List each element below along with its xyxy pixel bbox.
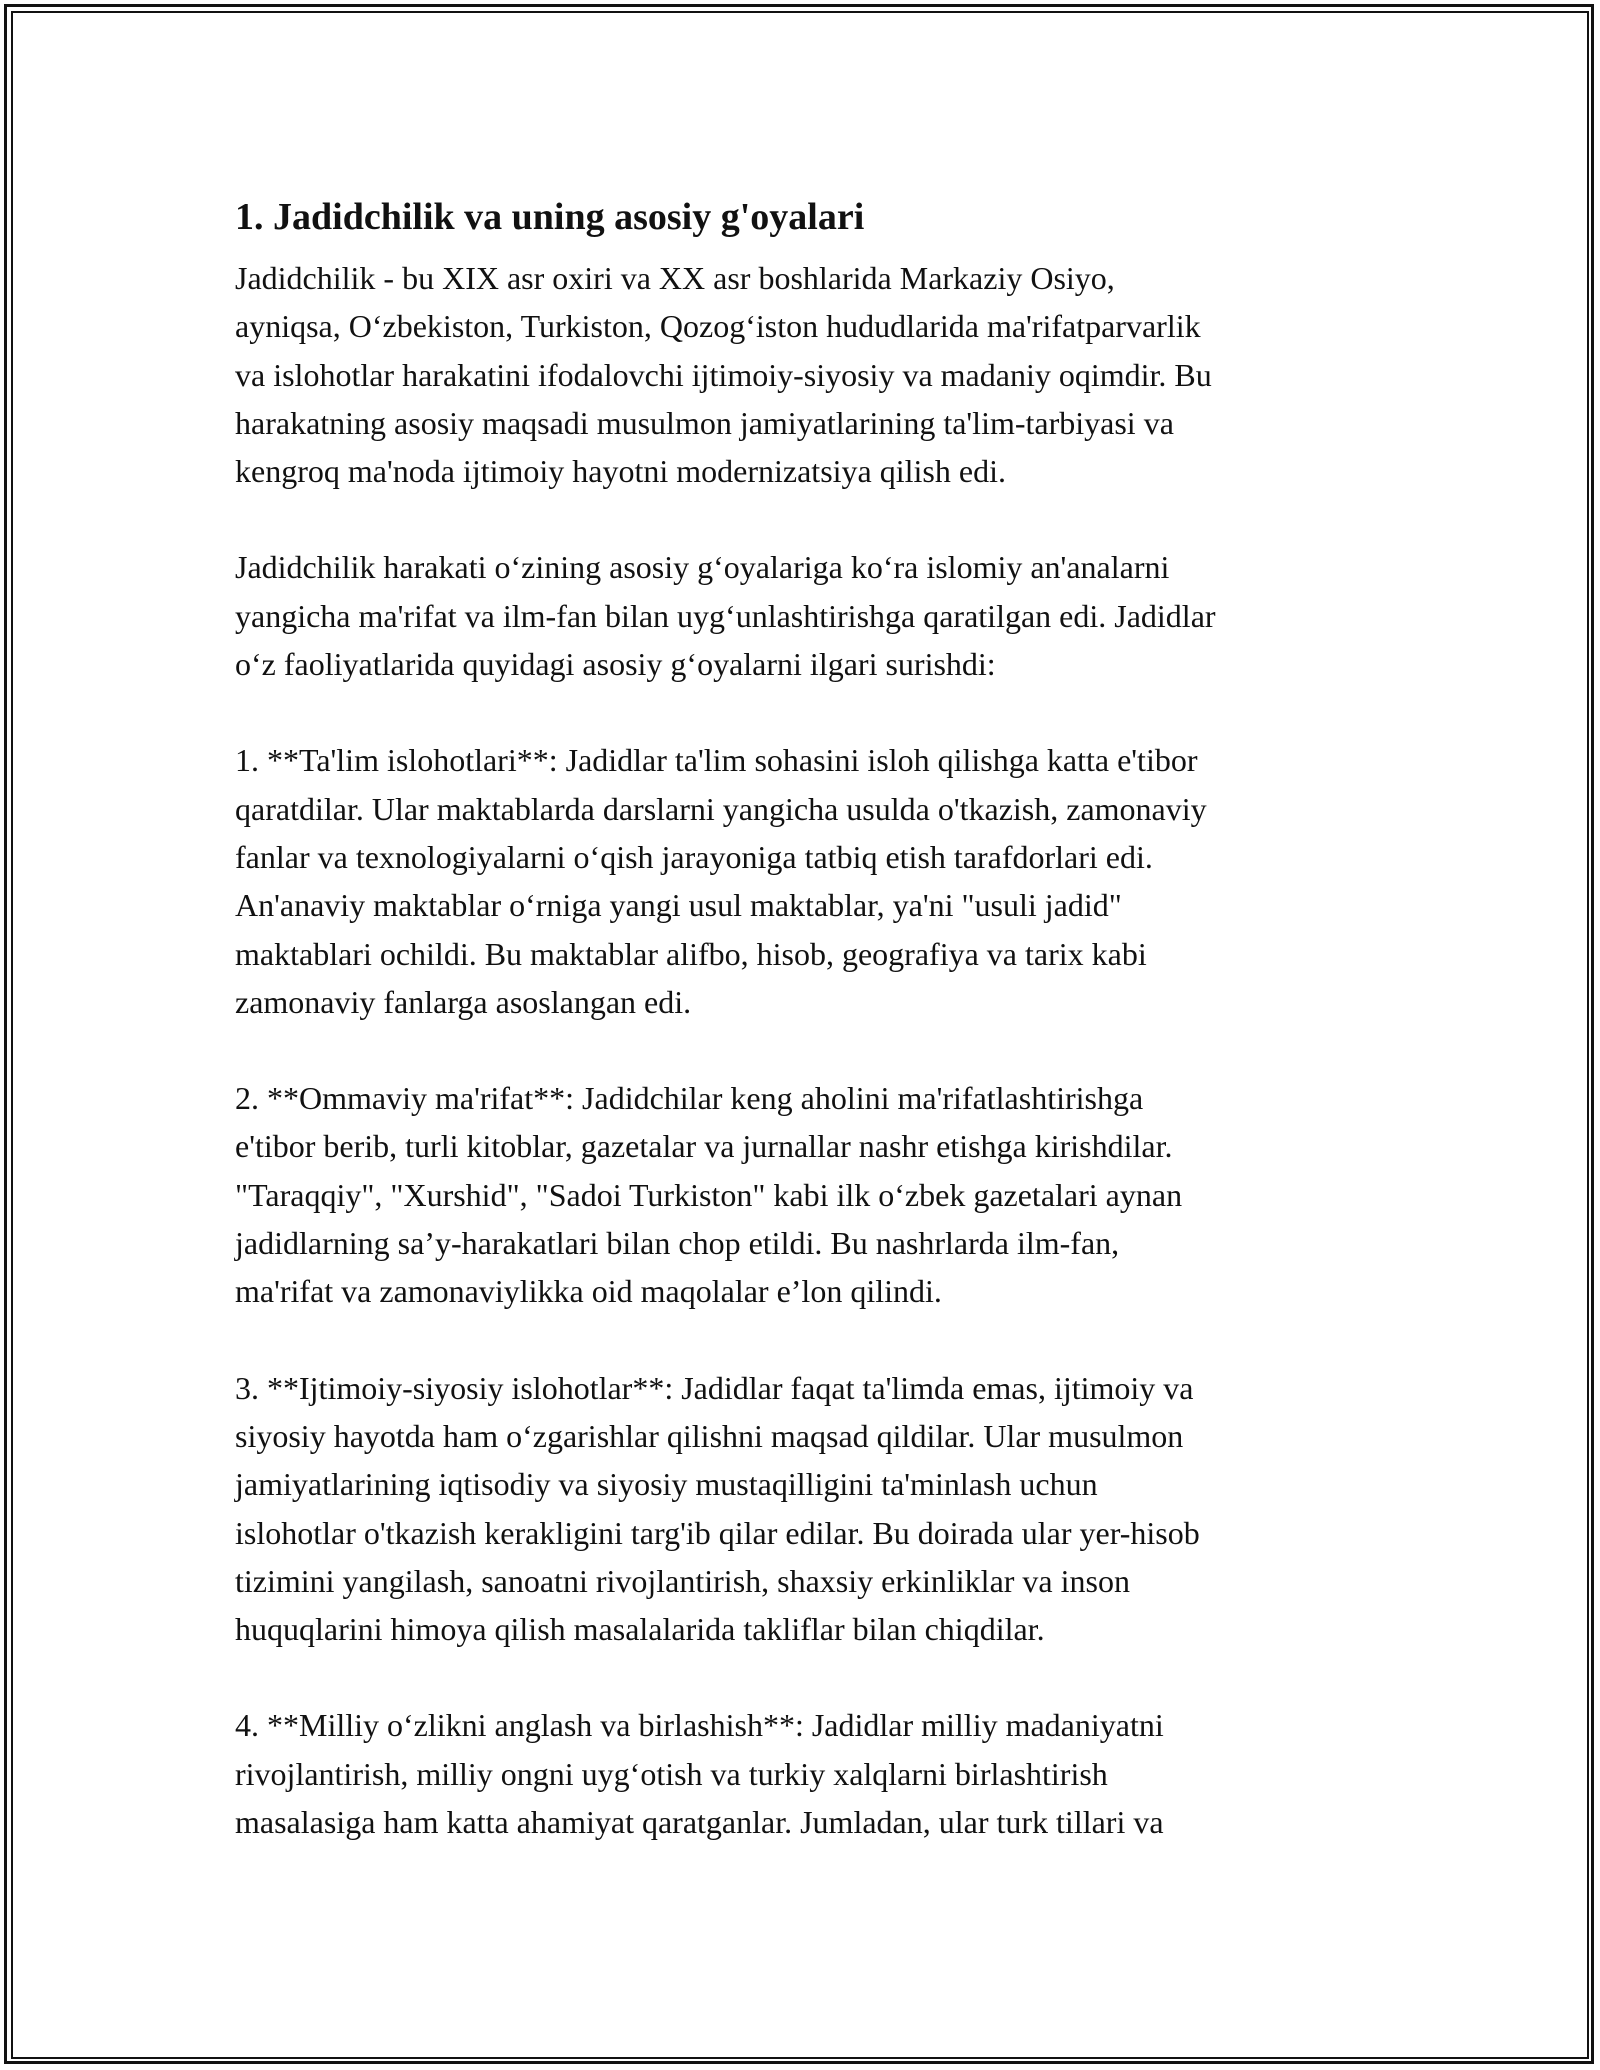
section-heading: 1. Jadidchilik va uning asosiy g'oyalari	[235, 196, 865, 238]
document-body	[235, 182, 1375, 1894]
paragraph-education-reforms: 1. **Ta'lim islohotlari**: Jadidlar ta'lim sohasini isloh qilishga katta e'tibor qaratdilar. Ular maktablarda darslarni yangicha usulda o'tkazish, zamonaviy fanlar va texnologiyalarni oʻqish jarayoniga tatbiq etish tarafdorlari edi. An'anaviy maktablar oʻrniga yangi usul maktablar, ya'ni "usuli jadid" maktablari ochildi. Bu maktablar alifbo, hisob, geografiya va tarix kabi zamonaviy fanlarga asoslangan edi.	[235, 742, 1207, 1020]
paragraph-ideas-overview: Jadidchilik harakati oʻzining asosiy gʻoyalariga koʻra islomiy an'analarni yangicha ma'rifat va ilm-fan bilan uygʻunlashtirishga qaratilgan edi. Jadidlar oʻz faoliyatlarida quyidagi asosiy gʻoyalarni ilgari surishdi:	[235, 549, 1216, 683]
paragraph-socio-political-reforms: 3. **Ijtimoiy-siyosiy islohotlar**: Jadidlar faqat ta'limda emas, ijtimoiy va siyosiy hayotda ham oʻzgarishlar qilishni maqsad qildilar. Ular musulmon jamiyatlarining iqtisodiy va siyosiy mustaqilligini ta'minlash uchun islohotlar o'tkazish kerakligini targ'ib qilar edilar. Bu doirada ular yer-hisob tizimini yangilash, sanoatni rivojlantirish, shaxsiy erkinliklar va inson huquqlarini himoya qilish masalalarida takliflar bilan chiqdilar.	[235, 1369, 1200, 1648]
paragraph-intro: Jadidchilik - bu XIX asr oxiri va XX asr boshlarida Markaziy Osiyo, ayniqsa, Oʻzbekiston, Turkiston, Qozogʻiston hududlarida ma'rifatparvarlik va islohotlar harakatini ifodalovchi ijtimoiy-siyosiy va madaniy oqimdir. Bu harakatning asosiy maqsadi musulmon jamiyatlarining ta'lim-tarbiyasi va kengroq ma'noda ijtimoiy hayotni modernizatsiya qilish edi.	[235, 260, 1212, 490]
paragraph-public-enlightenment: 2. **Ommaviy ma'rifat**: Jadidchilar keng aholini ma'rifatlashtirishga e'tibor berib, turli kitoblar, gazetalar va jurnallar nashr etishga kirishdilar. "Taraqqiy", "Xurshid", "Sadoi Turkiston" kabi ilk oʻzbek gazetalari aynan jadidlarning sa’y-harakatlari bilan chop etildi. Bu nashrlarda ilm-fan, ma'rifat va zamonaviylikka oid maqolalar e’lon qilindi.	[235, 1080, 1183, 1310]
paragraph-national-identity: 4. **Milliy oʻzlikni anglash va birlashish**: Jadidlar milliy madaniyatni rivojlantirish, milliy ongni uygʻotish va turkiy xalqlarni birlashtirish masalasiga ham katta ahamiyat qaratganlar. Jumladan, ular turk tillari va	[235, 1707, 1164, 1841]
